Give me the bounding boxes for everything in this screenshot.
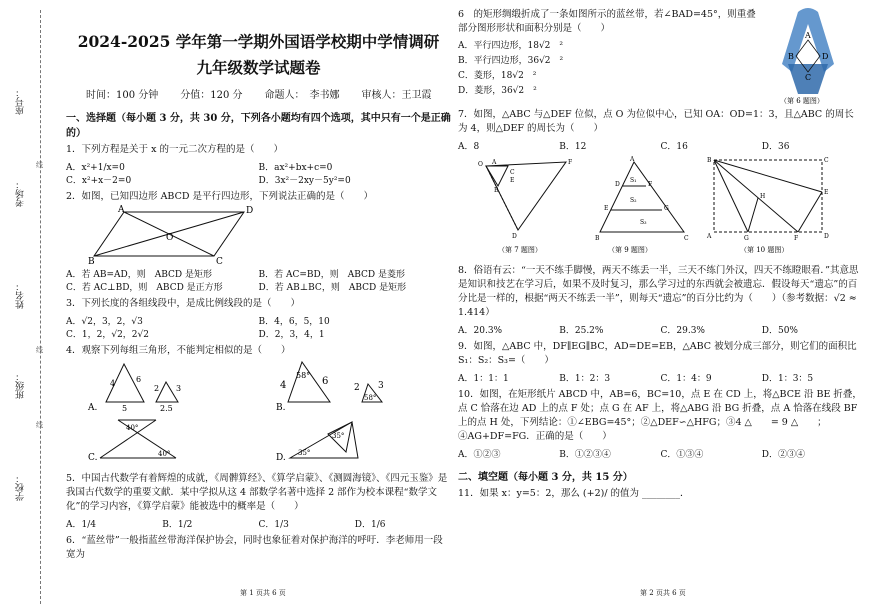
option[interactable]: D．36 bbox=[761, 142, 790, 152]
fig-label: 58° bbox=[364, 394, 377, 402]
option[interactable]: B．25.2% bbox=[559, 326, 604, 336]
fig-label: E bbox=[604, 205, 609, 212]
question-10: 10．如图，在矩形纸片 ABCD 中，AB=6，BC=10，点 E 在 CD 上，将△BCE 沿 BE 折叠，点 C 恰落在边 AD 上的点 F 处；点 G 在 AF 上，将△ABG 沿 BG 折叠，点 A 恰落在线段 BF 上的点 H 处，下列结论：①∠EBG=45°；②△DEF∽△HFG；③4 △ = 9 △ ；④AG+DF=FG．正确的是（ ） bbox=[458, 389, 862, 442]
fig-label: S₃ bbox=[640, 219, 647, 226]
exam-title: 2024-2025 学年第一学期外国语学校期中学情调研 bbox=[77, 32, 440, 51]
fig-label: 4 bbox=[110, 379, 116, 388]
option[interactable]: B．4，6，5，10 bbox=[258, 317, 330, 327]
cut-line bbox=[40, 10, 41, 604]
question-4: 4．观察下列每组三角形，不能判定相似的是（ ） bbox=[66, 345, 291, 356]
line-mark: 线 bbox=[36, 421, 43, 429]
option[interactable]: C．x²+x－2=0 bbox=[66, 176, 132, 186]
exam-reviewer: 审核人：王卫霞 bbox=[361, 90, 432, 101]
question-3: 3．下列长度的各组线段中，是成比例线段的是（ ） bbox=[66, 298, 301, 309]
fig-label: S₂ bbox=[630, 197, 637, 204]
option[interactable]: C．1，2，√2，2√2 bbox=[66, 330, 149, 340]
question-10-options bbox=[458, 447, 863, 460]
option[interactable]: D．1：3：5 bbox=[761, 374, 814, 384]
page-footer-left: 第 1 页共 6 页 bbox=[240, 589, 286, 597]
question-7-options bbox=[458, 139, 863, 152]
option[interactable]: A．1：1：1 bbox=[458, 374, 509, 384]
option[interactable]: C．1/3 bbox=[258, 520, 289, 530]
option[interactable]: B. bbox=[276, 403, 286, 413]
question-8: 8．俗语有云：“一天不练手脚慢，两天不练丢一半，三天不练门外汉，四天不练瞪眼看．”其意思是知识和技艺在学习后，如果不及时复习，那么学习过的东西就会被遗忘．假设每天“遗忘”的百分比是一样的，根据“两天不练丢一半”，则每天“遗忘”的百分比约为（ ）（参考数据：√2 ≈ 1.414） bbox=[458, 265, 859, 318]
option[interactable]: D．菱形，36√2 ² bbox=[458, 86, 537, 96]
name-label: 姓名： bbox=[16, 282, 26, 309]
fig-caption: （第 6 题图） bbox=[780, 97, 824, 104]
question-9-options bbox=[458, 371, 863, 384]
fig-label: 58° bbox=[296, 371, 311, 380]
fig-caption: （第 10 题图） bbox=[740, 246, 789, 254]
fig-label: H bbox=[760, 193, 766, 200]
option[interactable]: B．若 AC=BD，则 ABCD 是菱形 bbox=[258, 270, 405, 280]
option[interactable]: D. bbox=[276, 453, 286, 463]
line-mark: 线 bbox=[36, 161, 43, 169]
option[interactable]: B．1：2：3 bbox=[559, 374, 611, 384]
triangles-figure bbox=[66, 358, 446, 468]
option[interactable]: B．①②③④ bbox=[559, 450, 611, 460]
exam-subtitle: 九年级数学试题卷 bbox=[196, 58, 321, 77]
fig-label: G bbox=[744, 235, 749, 242]
fig-label: A bbox=[630, 156, 635, 163]
fig-label: E bbox=[510, 177, 515, 184]
fig-label: O bbox=[166, 233, 174, 243]
option[interactable]: A．1/4 bbox=[66, 520, 96, 530]
fig-label: 2 bbox=[354, 383, 360, 393]
fig-label: A bbox=[707, 233, 712, 240]
option[interactable]: A．8 bbox=[458, 142, 480, 152]
exam-author: 命题人： 李书娜 bbox=[264, 90, 340, 101]
fig-label: B bbox=[788, 52, 794, 61]
fig-label: 3 bbox=[176, 384, 182, 393]
question-6-options bbox=[458, 39, 758, 99]
school-label: 学校： bbox=[16, 474, 26, 501]
fig-label: D bbox=[512, 233, 517, 240]
page-footer-right: 第 2 页共 6 页 bbox=[640, 589, 686, 597]
fig-label: 4 bbox=[280, 380, 287, 391]
fig-label: 6 bbox=[322, 376, 329, 387]
question-6-start: 6．“蓝丝带”一般指蓝丝带海洋保护协会，同时也象征着对保护海洋的呼吁．李老师用一段宽为 bbox=[66, 535, 443, 560]
option[interactable]: B．平行四边形，36√2 ² bbox=[458, 56, 564, 66]
question-5-options bbox=[66, 517, 451, 530]
option[interactable]: A．√2，3，2，√3 bbox=[66, 317, 143, 327]
question-2-options bbox=[66, 267, 451, 293]
right-page bbox=[458, 0, 863, 501]
fig-label: C bbox=[216, 257, 223, 264]
option[interactable]: D．②③④ bbox=[761, 450, 805, 460]
option[interactable]: C．29.3% bbox=[660, 326, 705, 336]
option[interactable]: C. bbox=[88, 453, 98, 463]
fig-label: 6 bbox=[136, 375, 142, 384]
question-1: 1．下列方程是关于 x 的一元二次方程的是（ ） bbox=[66, 144, 283, 155]
fig-label: G bbox=[664, 205, 669, 212]
fig-label: 35° bbox=[298, 449, 311, 457]
question-1-options bbox=[66, 160, 451, 186]
exam-meta bbox=[86, 86, 451, 101]
question-11: 11．如果 x：y=5：2，那么 (+2)/ 的值为 ________． bbox=[458, 488, 690, 499]
room-label: 考场： bbox=[16, 180, 26, 207]
question-2: 2．如图，已知四边形 ABCD 是平行四边形，下列说法正确的是（ ） bbox=[66, 191, 373, 202]
option[interactable]: B．12 bbox=[559, 142, 587, 152]
fig-label: F bbox=[794, 235, 799, 242]
fig-label: A bbox=[118, 205, 125, 215]
class-label: 班级： bbox=[16, 372, 26, 399]
option[interactable]: D．3x²－2xy－5y²=0 bbox=[258, 176, 351, 186]
option[interactable]: C．若 AC⊥BD，则 ABCD 是正方形 bbox=[66, 283, 223, 293]
option[interactable]: D．1/6 bbox=[354, 520, 386, 530]
fig-label: 5 bbox=[122, 404, 128, 413]
section-fill-heading: 二、填空题（每小题 3 分，共 15 分） bbox=[458, 472, 633, 483]
fig-label: 3 bbox=[378, 381, 384, 391]
seat-label: 座号： bbox=[16, 88, 26, 115]
fig-label: F bbox=[648, 181, 653, 188]
fig-label: B bbox=[595, 235, 600, 242]
fig-caption: （第 9 题图） bbox=[608, 246, 652, 254]
option[interactable]: B．1/2 bbox=[162, 520, 193, 530]
exam-time: 时间：100 分钟 bbox=[86, 90, 159, 101]
option[interactable]: A．①②③ bbox=[458, 450, 501, 460]
line-mark: 线 bbox=[36, 346, 43, 354]
binding-margin bbox=[0, 0, 62, 614]
fig-label: C bbox=[510, 169, 515, 176]
question-8-options bbox=[458, 323, 863, 336]
fig-label: F bbox=[568, 159, 573, 166]
option[interactable]: D．若 AB⊥BC，则 ABCD 是矩形 bbox=[258, 283, 407, 293]
fig-label: 40° bbox=[158, 450, 171, 458]
ribbon-figure bbox=[758, 4, 858, 104]
fig-label: S₁ bbox=[630, 177, 637, 184]
fig-label: C bbox=[824, 157, 829, 164]
option[interactable]: A. bbox=[88, 403, 98, 413]
fig-label: D bbox=[246, 206, 254, 216]
section-choice-heading: 一、选择题（每小题 3 分，共 30 分，下列各小题均有四个选项，其中只有一个是正确的） bbox=[66, 113, 451, 139]
exam-score: 分值：120 分 bbox=[180, 90, 243, 101]
fig-label: 40° bbox=[126, 424, 139, 432]
fig-label: D bbox=[615, 181, 620, 188]
option[interactable]: B．ax²+bx+c=0 bbox=[258, 163, 333, 173]
question-7: 7．如图，△ABC 与△DEF 位似，点 O 为位似中心，已知 OA：OD=1：3，且△ABC 的周长为 4，则△DEF 的周长为（ ） bbox=[458, 109, 854, 134]
left-page bbox=[66, 0, 451, 562]
fig-label: C bbox=[684, 235, 689, 242]
fig-label: D bbox=[824, 233, 829, 240]
fig-caption: （第 7 题图） bbox=[498, 246, 542, 254]
option[interactable]: C．菱形，18√2 ² bbox=[458, 71, 537, 81]
option[interactable]: D．50% bbox=[761, 326, 798, 336]
question-9: 9．如图，△ABC 中，DF∥EG∥BC，AD=DE=EB，△ABC 被划分成三部分，则它们的面积比 S₁：S₂：S₃=（ ） bbox=[458, 341, 857, 366]
option[interactable]: A．平行四边形，18√2 ² bbox=[458, 41, 564, 51]
figures-7-9-10 bbox=[458, 152, 863, 260]
option[interactable]: D．2，3，4，1 bbox=[258, 330, 325, 340]
fig-label: A bbox=[805, 31, 811, 40]
fig-label: E bbox=[824, 189, 829, 196]
fig-label: 2.5 bbox=[160, 404, 173, 413]
fig-label: O bbox=[478, 161, 483, 168]
option[interactable]: C．1：4：9 bbox=[660, 374, 712, 384]
fig-label: B bbox=[707, 157, 712, 164]
option[interactable]: A．x²+1/x=0 bbox=[66, 163, 125, 173]
question-6-block bbox=[458, 4, 863, 104]
question-6-cont: 6 的矩形绸缎折成了一条如图所示的蓝丝带，若∠BAD=45°，则重叠部分图形形状和面积分别是（ ） bbox=[458, 9, 756, 34]
option[interactable]: C．16 bbox=[660, 142, 688, 152]
fig-label: B bbox=[494, 187, 499, 194]
option[interactable]: C．①③④ bbox=[660, 450, 704, 460]
option[interactable]: A．若 AB=AD，则 ABCD 是矩形 bbox=[66, 270, 212, 280]
fig-label: 35° bbox=[332, 432, 345, 440]
fig-label: C bbox=[805, 73, 812, 82]
option[interactable]: A．20.3% bbox=[458, 326, 503, 336]
question-3-options bbox=[66, 314, 451, 340]
parallelogram-figure bbox=[66, 204, 266, 264]
fig-label: B bbox=[88, 257, 95, 264]
fig-label: D bbox=[822, 52, 829, 61]
question-5: 5．中国古代数学有着辉煌的成就，《周髀算经》、《算学启蒙》、《测圆海镜》、《四元玉鉴》是我国古代数学的重要文献．某中学拟从这 4 部数学名著中选择 2 部作为校本课程“数学文化”的学习内容，《算学启蒙》能被选中的概率是（ ） bbox=[66, 473, 448, 512]
fig-label: 2 bbox=[154, 384, 160, 393]
fig-label: A bbox=[492, 159, 497, 166]
